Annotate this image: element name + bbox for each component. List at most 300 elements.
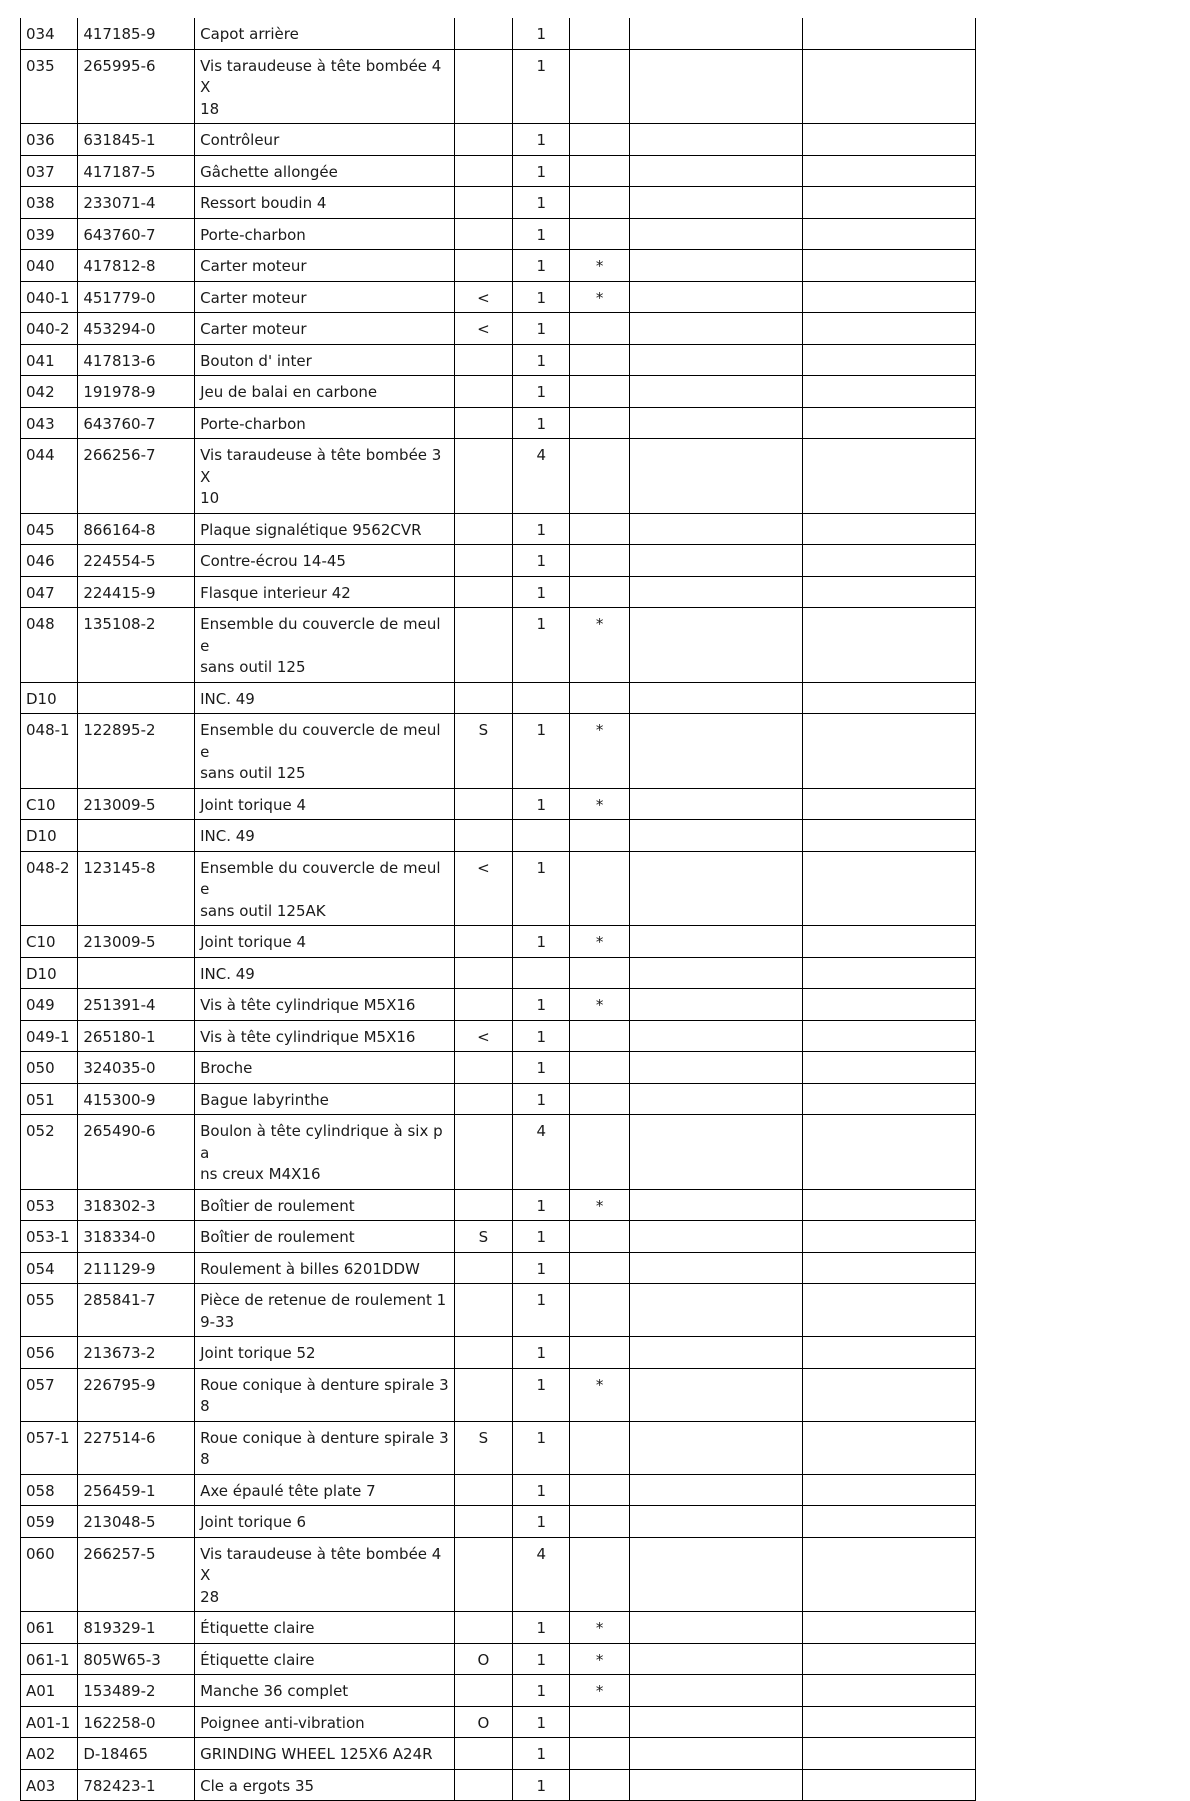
table-row xyxy=(21,376,976,408)
marker-cell: < xyxy=(454,851,512,926)
change-mark-cell: * xyxy=(570,1189,629,1221)
marker-cell xyxy=(454,957,512,989)
change-mark-cell xyxy=(570,344,629,376)
empty-cell xyxy=(802,49,975,124)
part-number-cell: 135108-2 xyxy=(78,608,195,683)
empty-cell xyxy=(629,1537,802,1612)
quantity-cell: 4 xyxy=(513,1115,570,1190)
description-line: Roue conique à denture spirale 3 xyxy=(200,1375,449,1394)
item-number-cell: 059 xyxy=(21,1506,78,1538)
table-row xyxy=(21,1421,976,1474)
item-number-cell: 050 xyxy=(21,1052,78,1084)
item-number-cell: 060 xyxy=(21,1537,78,1612)
item-number-cell: 044 xyxy=(21,439,78,514)
description-line: 8 xyxy=(200,1397,210,1415)
change-mark-cell xyxy=(570,187,629,219)
description-cell xyxy=(195,155,455,187)
quantity-cell: 1 xyxy=(513,1612,570,1644)
change-mark-cell: * xyxy=(570,1368,629,1421)
quantity-cell: 1 xyxy=(513,313,570,345)
empty-cell xyxy=(629,439,802,514)
change-mark-cell xyxy=(570,407,629,439)
marker-cell xyxy=(454,608,512,683)
table-row xyxy=(21,1738,976,1770)
marker-cell xyxy=(454,1337,512,1369)
description-line: Manche 36 complet xyxy=(200,1682,349,1700)
part-number-cell: 224554-5 xyxy=(78,545,195,577)
quantity-cell: 1 xyxy=(513,376,570,408)
item-number-cell: 049-1 xyxy=(21,1020,78,1052)
change-mark-cell xyxy=(570,218,629,250)
quantity-cell: 1 xyxy=(513,155,570,187)
description-line: Roue conique à denture spirale 3 xyxy=(200,1428,449,1447)
empty-cell xyxy=(629,155,802,187)
quantity-cell: 1 xyxy=(513,989,570,1021)
empty-cell xyxy=(802,407,975,439)
empty-cell xyxy=(802,124,975,156)
marker-cell: < xyxy=(454,313,512,345)
marker-cell xyxy=(454,788,512,820)
item-number-cell: C10 xyxy=(21,926,78,958)
table-row xyxy=(21,820,976,852)
part-number-cell: 417185-9 xyxy=(78,18,195,49)
marker-cell xyxy=(454,18,512,49)
empty-cell xyxy=(629,18,802,49)
table-row xyxy=(21,1189,976,1221)
quantity-cell: 1 xyxy=(513,788,570,820)
change-mark-cell: * xyxy=(570,1612,629,1644)
empty-cell xyxy=(802,1421,975,1474)
description-line: Ensemble du couvercle de meule xyxy=(200,721,441,761)
item-number-cell: 034 xyxy=(21,18,78,49)
quantity-cell: 1 xyxy=(513,608,570,683)
change-mark-cell: * xyxy=(570,926,629,958)
marker-cell xyxy=(454,1612,512,1644)
marker-cell xyxy=(454,344,512,376)
part-number-cell: 285841-7 xyxy=(78,1284,195,1337)
marker-cell: S xyxy=(454,714,512,789)
empty-cell xyxy=(802,926,975,958)
table-row xyxy=(21,1474,976,1506)
item-number-cell: 047 xyxy=(21,576,78,608)
table-row xyxy=(21,439,976,514)
quantity-cell: 1 xyxy=(513,1083,570,1115)
description-cell xyxy=(195,250,455,282)
description-cell xyxy=(195,407,455,439)
description-line: Joint torique 6 xyxy=(200,1513,306,1531)
description-line: Flasque interieur 42 xyxy=(200,583,351,602)
description-cell xyxy=(195,187,455,219)
empty-cell xyxy=(629,608,802,683)
part-number-cell: 866164-8 xyxy=(78,513,195,545)
description-line: Bouton d' inter xyxy=(200,351,312,370)
quantity-cell: 1 xyxy=(513,1421,570,1474)
table-row xyxy=(21,1706,976,1738)
marker-cell xyxy=(454,407,512,439)
quantity-cell: 1 xyxy=(513,545,570,577)
quantity-cell: 1 xyxy=(513,1706,570,1738)
description-line: Étiquette claire xyxy=(200,1619,315,1637)
item-number-cell: 040-2 xyxy=(21,313,78,345)
item-number-cell: D10 xyxy=(21,957,78,989)
part-number-cell: 417187-5 xyxy=(78,155,195,187)
table-row xyxy=(21,281,976,313)
item-number-cell: 056 xyxy=(21,1337,78,1369)
quantity-cell: 1 xyxy=(513,49,570,124)
empty-cell xyxy=(629,1506,802,1538)
empty-cell xyxy=(802,250,975,282)
description-line: Porte-charbon xyxy=(200,225,306,244)
quantity-cell: 1 xyxy=(513,1675,570,1707)
item-number-cell: 053 xyxy=(21,1189,78,1221)
description-cell xyxy=(195,513,455,545)
empty-cell xyxy=(629,376,802,408)
change-mark-cell xyxy=(570,576,629,608)
description-line: Pièce de retenue de roulement 1 xyxy=(200,1291,447,1309)
empty-cell xyxy=(629,1643,802,1675)
quantity-cell: 1 xyxy=(513,344,570,376)
change-mark-cell xyxy=(570,313,629,345)
quantity-cell: 1 xyxy=(513,407,570,439)
item-number-cell: 041 xyxy=(21,344,78,376)
empty-cell xyxy=(802,1769,975,1801)
part-number-cell: 266256-7 xyxy=(78,439,195,514)
empty-cell xyxy=(629,124,802,156)
table-row xyxy=(21,1083,976,1115)
table-row xyxy=(21,313,976,345)
quantity-cell xyxy=(513,957,570,989)
empty-cell xyxy=(802,545,975,577)
description-cell xyxy=(195,820,455,852)
description-cell xyxy=(195,1421,455,1474)
description-cell xyxy=(195,545,455,577)
description-cell xyxy=(195,1221,455,1253)
item-number-cell: 051 xyxy=(21,1083,78,1115)
empty-cell xyxy=(629,682,802,714)
description-cell xyxy=(195,714,455,789)
empty-cell xyxy=(802,851,975,926)
empty-cell xyxy=(802,18,975,49)
table-row xyxy=(21,1368,976,1421)
description-line: Vis taraudeuse à tête bombée 4X xyxy=(200,1544,442,1584)
part-number-cell: D-18465 xyxy=(78,1738,195,1770)
empty-cell xyxy=(802,576,975,608)
description-cell xyxy=(195,1769,455,1801)
table-row xyxy=(21,714,976,789)
part-number-cell: 123145-8 xyxy=(78,851,195,926)
quantity-cell: 1 xyxy=(513,926,570,958)
item-number-cell: 054 xyxy=(21,1252,78,1284)
description-cell xyxy=(195,1706,455,1738)
item-number-cell: 058 xyxy=(21,1474,78,1506)
description-cell xyxy=(195,788,455,820)
quantity-cell: 4 xyxy=(513,439,570,514)
change-mark-cell xyxy=(570,820,629,852)
table-row xyxy=(21,1115,976,1190)
change-mark-cell xyxy=(570,851,629,926)
table-row xyxy=(21,957,976,989)
description-cell xyxy=(195,576,455,608)
empty-cell xyxy=(802,313,975,345)
marker-cell xyxy=(454,545,512,577)
marker-cell xyxy=(454,1052,512,1084)
description-line: Porte-charbon xyxy=(200,414,306,433)
empty-cell xyxy=(802,1506,975,1538)
empty-cell xyxy=(802,957,975,989)
table-row xyxy=(21,576,976,608)
description-line: Boîtier de roulement xyxy=(200,1228,355,1246)
quantity-cell: 1 xyxy=(513,250,570,282)
description-cell xyxy=(195,1368,455,1421)
item-number-cell: C10 xyxy=(21,788,78,820)
item-number-cell: 049 xyxy=(21,989,78,1021)
marker-cell xyxy=(454,1506,512,1538)
item-number-cell: 040 xyxy=(21,250,78,282)
description-line: Bague labyrinthe xyxy=(200,1090,329,1109)
part-number-cell: 318334-0 xyxy=(78,1221,195,1253)
empty-cell xyxy=(629,218,802,250)
empty-cell xyxy=(802,989,975,1021)
description-cell xyxy=(195,1675,455,1707)
quantity-cell: 1 xyxy=(513,281,570,313)
item-number-cell: 038 xyxy=(21,187,78,219)
item-number-cell: 057 xyxy=(21,1368,78,1421)
item-number-cell: 061 xyxy=(21,1612,78,1644)
part-number-cell: 819329-1 xyxy=(78,1612,195,1644)
description-cell xyxy=(195,989,455,1021)
table-row xyxy=(21,1020,976,1052)
description-line: sans outil 125 xyxy=(200,658,306,676)
empty-cell xyxy=(629,989,802,1021)
quantity-cell: 1 xyxy=(513,714,570,789)
description-cell xyxy=(195,1284,455,1337)
description-line: Vis taraudeuse à tête bombée 4X xyxy=(200,56,442,96)
item-number-cell: 040-1 xyxy=(21,281,78,313)
marker-cell: O xyxy=(454,1643,512,1675)
description-line: Carter moteur xyxy=(200,257,307,275)
table-row xyxy=(21,124,976,156)
marker-cell xyxy=(454,989,512,1021)
part-number-cell: 213048-5 xyxy=(78,1506,195,1538)
part-number-cell xyxy=(78,957,195,989)
table-row xyxy=(21,155,976,187)
item-number-cell: A03 xyxy=(21,1769,78,1801)
item-number-cell: 045 xyxy=(21,513,78,545)
quantity-cell: 1 xyxy=(513,1284,570,1337)
marker-cell: S xyxy=(454,1221,512,1253)
quantity-cell: 1 xyxy=(513,1052,570,1084)
part-number-cell: 191978-9 xyxy=(78,376,195,408)
quantity-cell: 1 xyxy=(513,1738,570,1770)
change-mark-cell xyxy=(570,513,629,545)
table-row xyxy=(21,18,976,49)
description-cell xyxy=(195,344,455,376)
quantity-cell: 1 xyxy=(513,218,570,250)
empty-cell xyxy=(802,1612,975,1644)
marker-cell xyxy=(454,49,512,124)
description-line: Carter moteur xyxy=(200,288,307,307)
description-line: Étiquette claire xyxy=(200,1650,315,1669)
description-line: sans outil 125 xyxy=(200,764,306,782)
empty-cell xyxy=(629,1738,802,1770)
quantity-cell: 1 xyxy=(513,1337,570,1369)
table-row xyxy=(21,1769,976,1801)
description-line: Roulement à billes 6201DDW xyxy=(200,1259,420,1278)
part-number-cell: 226795-9 xyxy=(78,1368,195,1421)
empty-cell xyxy=(629,1706,802,1738)
description-line: INC. 49 xyxy=(200,964,255,983)
change-mark-cell xyxy=(570,439,629,514)
description-line: 18 xyxy=(200,99,220,118)
item-number-cell: 057-1 xyxy=(21,1421,78,1474)
change-mark-cell xyxy=(570,1252,629,1284)
table-row xyxy=(21,682,976,714)
change-mark-cell xyxy=(570,124,629,156)
marker-cell xyxy=(454,439,512,514)
empty-cell xyxy=(629,1083,802,1115)
empty-cell xyxy=(802,281,975,313)
marker-cell: S xyxy=(454,1421,512,1474)
empty-cell xyxy=(802,1474,975,1506)
empty-cell xyxy=(629,49,802,124)
empty-cell xyxy=(802,1020,975,1052)
empty-cell xyxy=(629,820,802,852)
part-number-cell: 122895-2 xyxy=(78,714,195,789)
empty-cell xyxy=(802,1115,975,1190)
description-cell xyxy=(195,218,455,250)
description-line: Jeu de balai en carbone xyxy=(200,383,378,401)
table-row xyxy=(21,49,976,124)
empty-cell xyxy=(629,1284,802,1337)
description-line: Ensemble du couvercle de meule xyxy=(200,858,441,898)
table-row xyxy=(21,250,976,282)
description-cell xyxy=(195,1537,455,1612)
item-number-cell: 061-1 xyxy=(21,1643,78,1675)
item-number-cell: 055 xyxy=(21,1284,78,1337)
marker-cell xyxy=(454,1368,512,1421)
empty-cell xyxy=(802,1643,975,1675)
table-row xyxy=(21,1612,976,1644)
empty-cell xyxy=(629,1020,802,1052)
quantity-cell: 1 xyxy=(513,1506,570,1538)
empty-cell xyxy=(629,1421,802,1474)
description-line: Joint torique 4 xyxy=(200,933,306,951)
part-number-cell: 643760-7 xyxy=(78,407,195,439)
item-number-cell: 048-1 xyxy=(21,714,78,789)
change-mark-cell xyxy=(570,1020,629,1052)
part-number-cell: 153489-2 xyxy=(78,1675,195,1707)
empty-cell xyxy=(629,1115,802,1190)
part-number-cell: 324035-0 xyxy=(78,1052,195,1084)
description-line: Plaque signalétique 9562CVR xyxy=(200,520,422,539)
marker-cell xyxy=(454,1252,512,1284)
change-mark-cell xyxy=(570,1506,629,1538)
part-number-cell xyxy=(78,820,195,852)
empty-cell xyxy=(629,187,802,219)
description-line: Capot arrière xyxy=(200,25,299,43)
description-line: 9-33 xyxy=(200,1312,235,1331)
description-line: Contrôleur xyxy=(200,131,280,149)
marker-cell xyxy=(454,1474,512,1506)
change-mark-cell xyxy=(570,1706,629,1738)
empty-cell xyxy=(802,439,975,514)
empty-cell xyxy=(629,1368,802,1421)
quantity-cell: 1 xyxy=(513,1020,570,1052)
change-mark-cell: * xyxy=(570,788,629,820)
change-mark-cell xyxy=(570,1421,629,1474)
description-cell xyxy=(195,682,455,714)
part-number-cell: 417812-8 xyxy=(78,250,195,282)
item-number-cell: D10 xyxy=(21,682,78,714)
empty-cell xyxy=(802,1189,975,1221)
description-line: Ensemble du couvercle de meule xyxy=(200,615,441,655)
table-row xyxy=(21,851,976,926)
part-number-cell: 265180-1 xyxy=(78,1020,195,1052)
table-row xyxy=(21,218,976,250)
marker-cell xyxy=(454,926,512,958)
description-cell xyxy=(195,439,455,514)
table-row xyxy=(21,608,976,683)
empty-cell xyxy=(802,788,975,820)
change-mark-cell xyxy=(570,49,629,124)
marker-cell xyxy=(454,1769,512,1801)
table-row xyxy=(21,1221,976,1253)
change-mark-cell xyxy=(570,155,629,187)
empty-cell xyxy=(802,1537,975,1612)
part-number-cell: 631845-1 xyxy=(78,124,195,156)
table-row xyxy=(21,513,976,545)
description-cell xyxy=(195,1337,455,1369)
empty-cell xyxy=(802,1221,975,1253)
marker-cell xyxy=(454,1537,512,1612)
quantity-cell: 1 xyxy=(513,1643,570,1675)
empty-cell xyxy=(629,1675,802,1707)
description-line: 8 xyxy=(200,1450,210,1468)
part-number-cell: 256459-1 xyxy=(78,1474,195,1506)
marker-cell xyxy=(454,250,512,282)
description-line: 28 xyxy=(200,1587,220,1606)
part-number-cell: 415300-9 xyxy=(78,1083,195,1115)
table-row xyxy=(21,1052,976,1084)
description-cell xyxy=(195,608,455,683)
description-cell xyxy=(195,281,455,313)
quantity-cell xyxy=(513,682,570,714)
empty-cell xyxy=(802,714,975,789)
change-mark-cell: * xyxy=(570,1675,629,1707)
empty-cell xyxy=(802,1675,975,1707)
quantity-cell: 1 xyxy=(513,1252,570,1284)
description-line: Contre-écrou 14-45 xyxy=(200,552,346,570)
item-number-cell: 053-1 xyxy=(21,1221,78,1253)
quantity-cell: 1 xyxy=(513,513,570,545)
change-mark-cell xyxy=(570,1337,629,1369)
table-row xyxy=(21,1337,976,1369)
table-row xyxy=(21,926,976,958)
part-number-cell: 213009-5 xyxy=(78,788,195,820)
marker-cell: O xyxy=(454,1706,512,1738)
quantity-cell: 1 xyxy=(513,851,570,926)
marker-cell xyxy=(454,1083,512,1115)
empty-cell xyxy=(802,820,975,852)
empty-cell xyxy=(802,155,975,187)
marker-cell: < xyxy=(454,1020,512,1052)
description-line: Broche xyxy=(200,1059,253,1077)
change-mark-cell: * xyxy=(570,989,629,1021)
change-mark-cell xyxy=(570,1115,629,1190)
item-number-cell: A01 xyxy=(21,1675,78,1707)
item-number-cell: 042 xyxy=(21,376,78,408)
empty-cell xyxy=(629,1769,802,1801)
